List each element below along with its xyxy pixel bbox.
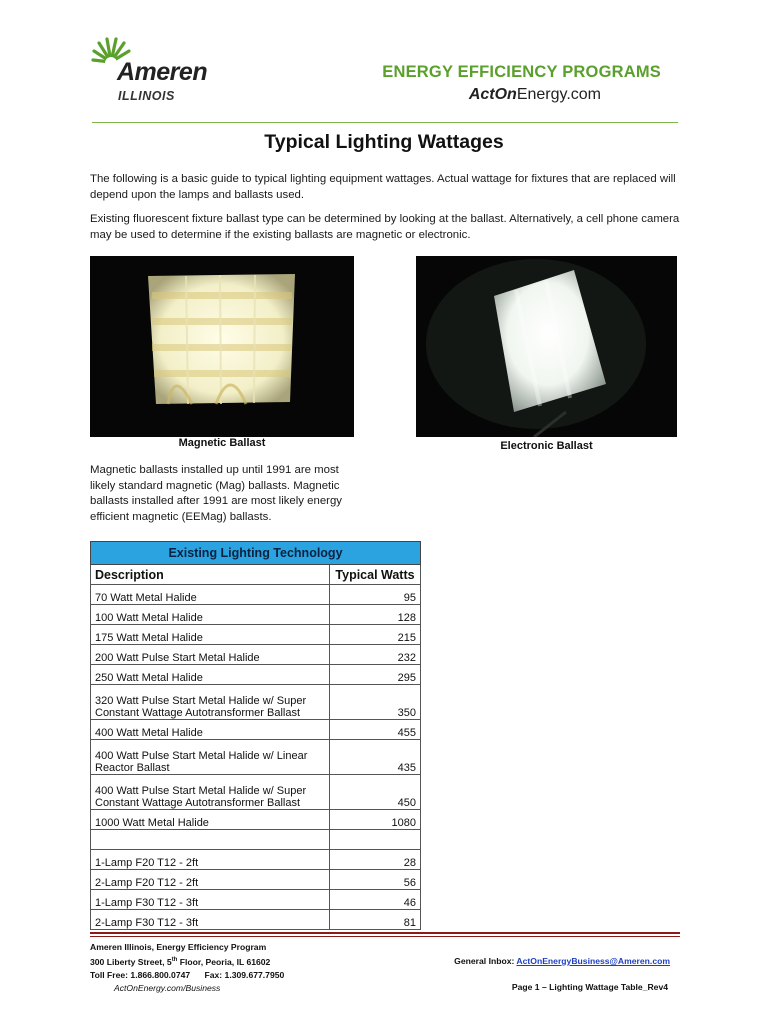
table-row [91,625,421,645]
lighting-wattage-table [90,541,421,930]
table-cell-watts: 295 [330,665,421,685]
table-row [91,645,421,665]
table-cell-watts: 232 [330,645,421,665]
table-row [91,720,421,740]
table-cell-description: 1-Lamp F30 T12 - 3ft [91,890,330,910]
table-cell-description: 2-Lamp F30 T12 - 3ft [91,910,330,930]
footer-address-street: 300 Liberty Street, 5 [90,956,172,967]
footer-phones: Toll Free: 1.866.800.0747 Fax: 1.309.677.7950 [90,969,285,980]
table-cell-description: 320 Watt Pulse Start Metal Halide w/ Super Constant Wattage Autotransformer Ballast [91,685,330,720]
column-header-watts: Typical Watts [330,565,421,585]
table-row [91,890,421,910]
ameren-logo-subtitle: ILLINOIS [118,89,175,103]
table-banner-row [91,542,421,565]
table-cell-watts [330,830,421,850]
table-cell-watts: 1080 [330,810,421,830]
table-cell-watts: 95 [330,585,421,605]
table-cell-watts: 46 [330,890,421,910]
table-header-row [91,565,421,585]
table-row [91,810,421,830]
table-cell-description: 400 Watt Pulse Start Metal Halide w/ Linear Reactor Ballast [91,740,330,775]
table-row [91,665,421,685]
magnetic-note-paragraph: Magnetic ballasts installed up until 1991 are most likely standard magnetic (Mag) ballasts. Magnetic ballasts installed after 1991 are most likely energy efficient magnetic (EEMag) ballasts. [90,464,342,523]
footer-org: Ameren Illinois, Energy Efficiency Program [90,942,267,952]
ballast-note-paragraph: Existing fluorescent fixture ballast type can be determined by looking at the ballast. Alternatively, a cell phone camera may be used to determine if the existing ballasts are magnetic or electronic. [90,213,680,241]
footer-divider [90,932,680,934]
program-title: ENERGY EFFICIENCY PROGRAMS [382,63,661,81]
program-website-rest: Energy.com [516,86,601,103]
table-cell-description: 100 Watt Metal Halide [91,605,330,625]
table-row [91,850,421,870]
table-cell-watts: 28 [330,850,421,870]
table-cell-watts: 435 [330,740,421,775]
table-cell-watts: 215 [330,625,421,645]
footer-inbox [454,955,670,968]
table-row [91,775,421,810]
magnetic-ballast-photo [90,256,354,437]
table-cell-description: 70 Watt Metal Halide [91,585,330,605]
table-cell-watts: 128 [330,605,421,625]
ameren-logo-wordmark: Ameren [117,58,208,86]
table-cell-watts: 81 [330,910,421,930]
table-cell-description [91,830,330,850]
table-cell-description: 2-Lamp F20 T12 - 2ft [91,870,330,890]
electronic-ballast-caption: Electronic Ballast [500,440,593,452]
table-cell-description: 400 Watt Metal Halide [91,720,330,740]
table-banner: Existing Lighting Technology [91,542,421,565]
table-cell-watts: 56 [330,870,421,890]
program-website [469,86,601,104]
table-row [91,740,421,775]
table-cell-description: 250 Watt Metal Halide [91,665,330,685]
table-cell-description: 175 Watt Metal Halide [91,625,330,645]
column-header-description: Description [91,565,330,585]
page-title: Typical Lighting Wattages [264,131,504,153]
electronic-ballast-photo [416,256,677,437]
magnetic-ballast-caption: Magnetic Ballast [178,437,266,449]
footer-divider-thin [90,936,680,937]
table-row [91,685,421,720]
table-cell-description: 200 Watt Pulse Start Metal Halide [91,645,330,665]
table-row [91,910,421,930]
footer-inbox-email-link[interactable]: ActOnEnergyBusiness@Ameren.com [516,956,670,966]
footer-inbox-label: General Inbox: [454,956,517,966]
table-row [91,605,421,625]
table-cell-watts: 450 [330,775,421,810]
table-cell-description: 1-Lamp F20 T12 - 2ft [91,850,330,870]
footer-address-sup: th [171,957,178,963]
table-row [91,870,421,890]
table-cell-watts: 455 [330,720,421,740]
footer-address-city: Floor, Peoria, IL 61602 [177,956,271,967]
table-cell-description: 400 Watt Pulse Start Metal Halide w/ Super Constant Wattage Autotransformer Ballast [91,775,330,810]
electronic-ballast-image [416,256,677,437]
intro-paragraph: The following is a basic guide to typical lighting equipment wattages. Actual wattage for fixtures that are replaced will depend upon the lamps and ballasts used. [90,173,676,201]
footer-page-label: Page 1 – Lighting Wattage Table_Rev4 [511,982,668,992]
footer-address [90,954,284,969]
header-divider [92,122,678,123]
footer-website-link[interactable]: ActOnEnergy.com/Business [114,982,221,993]
table-row [91,830,421,850]
table-cell-description: 1000 Watt Metal Halide [91,810,330,830]
table-cell-watts: 350 [330,685,421,720]
magnetic-ballast-image [90,256,354,437]
table-row [91,585,421,605]
footer-contact-block [90,941,284,995]
program-website-bold: ActOn [468,86,517,103]
